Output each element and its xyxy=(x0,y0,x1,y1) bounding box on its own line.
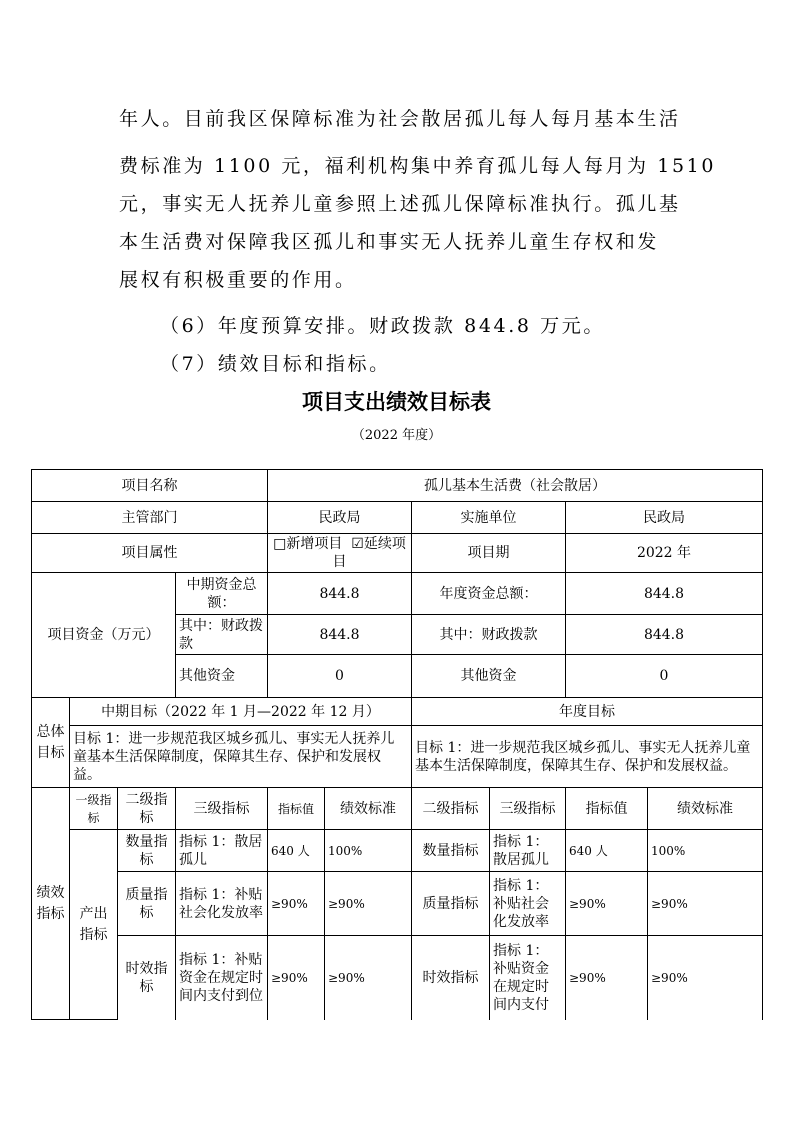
mid-goal-header: 中期目标（2022 年 1 月—2022 年 12 月） xyxy=(70,698,412,726)
impl-label: 实施单位 xyxy=(412,502,566,534)
row-standard: 100% xyxy=(325,830,412,872)
row-standard-r: ≥90% xyxy=(648,872,763,936)
dept-value: 民政局 xyxy=(268,502,412,534)
header-level3-r: 三级指标 xyxy=(490,788,566,830)
header-standard: 绩效标准 xyxy=(325,788,412,830)
dept-label: 主管部门 xyxy=(32,502,268,534)
row-value-r: 640 人 xyxy=(566,830,648,872)
table-title: 项目支出绩效目标表 xyxy=(302,390,491,414)
new-project-checkbox: □新增项目 xyxy=(273,536,343,552)
mid-total-value: 844.8 xyxy=(268,573,412,615)
row-value: ≥90% xyxy=(268,936,325,1020)
year-other-label: 其他资金 xyxy=(412,655,566,698)
row-standard-r: 100% xyxy=(648,830,763,872)
header-level2-r: 二级指标 xyxy=(412,788,490,830)
cont-project-checkbox: ☑延续项目 xyxy=(332,536,406,570)
output-indicators-label: 产出指标 xyxy=(70,830,118,1020)
row-l3: 指标 1：补贴资金在规定时间内支付到位 xyxy=(176,936,268,1020)
goals-paragraph: （7）绩效目标和指标。 xyxy=(160,353,391,375)
row-l2: 数量指标 xyxy=(118,830,176,872)
row-l3-r: 指标 1：补贴社会化发放率 xyxy=(490,872,566,936)
budget-paragraph: （6）年度预算安排。财政拨款 844.8 万元。 xyxy=(160,315,605,337)
row-l2-r: 数量指标 xyxy=(412,830,490,872)
performance-table xyxy=(31,469,763,1020)
header-level2: 二级指标 xyxy=(118,788,176,830)
row-value-r: ≥90% xyxy=(566,936,648,1020)
table-row xyxy=(32,830,763,872)
row-standard: ≥90% xyxy=(325,936,412,1020)
mid-total-label: 中期资金总额： xyxy=(176,573,268,615)
mid-goal-text: 目标 1：进一步规范我区城乡孤儿、事实无人抚养儿童基本生活保障制度，保障其生存、保护和发展权益。 xyxy=(70,726,412,788)
attr-label: 项目属性 xyxy=(32,534,268,573)
impl-value: 民政局 xyxy=(566,502,763,534)
year-goal-text: 目标 1：进一步规范我区城乡孤儿、事实无人抚养儿童基本生活保障制度，保障其生存、保护和发展权益。 xyxy=(412,726,763,788)
row-l3: 指标 1：散居孤儿 xyxy=(176,830,268,872)
row-standard-r: ≥90% xyxy=(648,936,763,1020)
header-level1: 一级指标 xyxy=(70,788,118,830)
year-goal-header: 年度目标 xyxy=(412,698,763,726)
mid-fiscal-value: 844.8 xyxy=(268,615,412,655)
overall-goal-label: 总体目标 xyxy=(32,698,70,788)
table-row xyxy=(32,872,763,936)
row-value: 640 人 xyxy=(268,830,325,872)
row-value-r: ≥90% xyxy=(566,872,648,936)
body-line: 元，事实无人抚养儿童参照上述孤儿保障标准执行。孤儿基 xyxy=(119,193,681,215)
mid-fiscal-label: 其中：财政拨款 xyxy=(176,615,268,655)
table-row xyxy=(32,936,763,1020)
perf-indicators-label: 绩效指标 xyxy=(32,788,70,1020)
mid-other-value: 0 xyxy=(268,655,412,698)
header-standard-r: 绩效标准 xyxy=(648,788,763,830)
header-level3: 三级指标 xyxy=(176,788,268,830)
mid-other-label: 其他资金 xyxy=(176,655,268,698)
row-l2: 质量指标 xyxy=(118,872,176,936)
year-other-value: 0 xyxy=(566,655,763,698)
row-l2-r: 质量指标 xyxy=(412,872,490,936)
body-line: 展权有积极重要的作用。 xyxy=(119,269,357,291)
row-value: ≥90% xyxy=(268,872,325,936)
project-name-value: 孤儿基本生活费（社会散居） xyxy=(268,470,763,502)
year-fiscal-value: 844.8 xyxy=(566,615,763,655)
period-value: 2022 年 xyxy=(566,534,763,573)
table-subtitle: （2022 年度） xyxy=(351,428,442,443)
row-l2-r: 时效指标 xyxy=(412,936,490,1020)
body-line: 年人。目前我区保障标准为社会散居孤儿每人每月基本生活 xyxy=(119,108,681,130)
row-l3-r: 指标 1：补贴资金在规定时间内支付 xyxy=(490,936,566,1020)
body-line: 本生活费对保障我区孤儿和事实无人抚养儿童生存权和发 xyxy=(119,231,660,253)
body-line: 费标准为 1100 元，福利机构集中养育孤儿每人每月为 1510 xyxy=(119,155,717,177)
header-value: 指标值 xyxy=(268,788,325,830)
row-l3-r: 指标 1：散居孤儿 xyxy=(490,830,566,872)
row-standard: ≥90% xyxy=(325,872,412,936)
year-total-label: 年度资金总额： xyxy=(412,573,566,615)
header-value-r: 指标值 xyxy=(566,788,648,830)
attr-value xyxy=(268,534,412,573)
year-total-value: 844.8 xyxy=(566,573,763,615)
row-l2: 时效指标 xyxy=(118,936,176,1020)
year-fiscal-label: 其中：财政拨款 xyxy=(412,615,566,655)
funds-label: 项目资金（万元） xyxy=(32,573,176,698)
project-name-label: 项目名称 xyxy=(32,470,268,502)
period-label: 项目期 xyxy=(412,534,566,573)
row-l3: 指标 1：补贴社会化发放率 xyxy=(176,872,268,936)
